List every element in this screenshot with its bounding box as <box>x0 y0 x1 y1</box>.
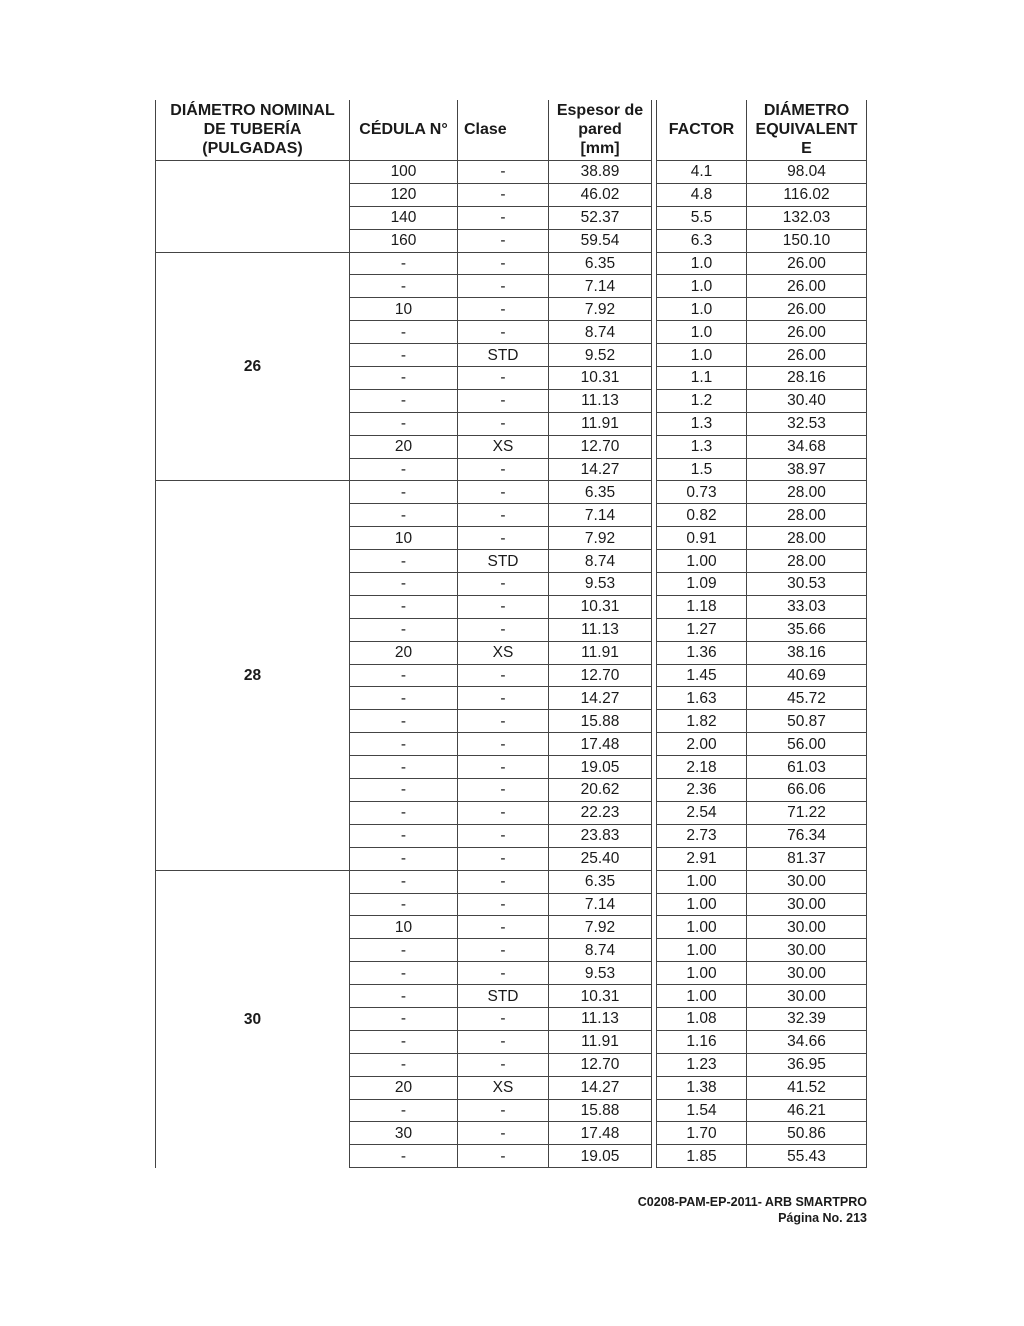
class-cell: - <box>458 458 549 481</box>
table-body <box>156 161 867 1168</box>
schedule-cell: - <box>350 664 458 687</box>
table-row <box>156 481 867 504</box>
schedule-cell: - <box>350 710 458 733</box>
header-nominal-line-2: DE TUBERÍA <box>203 121 302 138</box>
thickness-cell: 9.53 <box>549 573 652 596</box>
document-code: C0208-PAM-EP-2011- ARB SMARTPRO <box>637 1195 867 1209</box>
factor-cell: 1.2 <box>657 389 747 412</box>
equivalent-diameter-cell: 28.00 <box>747 481 867 504</box>
thickness-cell: 7.92 <box>549 527 652 550</box>
schedule-cell: - <box>350 481 458 504</box>
thickness-cell: 6.35 <box>549 481 652 504</box>
schedule-cell: - <box>350 595 458 618</box>
equivalent-diameter-cell: 34.66 <box>747 1030 867 1053</box>
class-cell: - <box>458 939 549 962</box>
class-cell: STD <box>458 985 549 1008</box>
class-cell: - <box>458 275 549 298</box>
schedule-cell: - <box>350 1145 458 1168</box>
factor-cell: 1.45 <box>657 664 747 687</box>
factor-cell: 1.0 <box>657 275 747 298</box>
class-cell: - <box>458 1122 549 1145</box>
class-cell: - <box>458 1053 549 1076</box>
schedule-cell: - <box>350 847 458 870</box>
thickness-cell: 7.92 <box>549 298 652 321</box>
equivalent-diameter-cell: 41.52 <box>747 1076 867 1099</box>
thickness-cell: 11.13 <box>549 618 652 641</box>
thickness-cell: 15.88 <box>549 1099 652 1122</box>
header-equivalent-line-3: E <box>801 140 812 157</box>
factor-cell: 2.18 <box>657 756 747 779</box>
thickness-cell: 8.74 <box>549 939 652 962</box>
factor-cell: 0.91 <box>657 527 747 550</box>
thickness-cell: 46.02 <box>549 183 652 206</box>
factor-cell: 1.00 <box>657 962 747 985</box>
schedule-cell: 140 <box>350 206 458 229</box>
class-cell: - <box>458 412 549 435</box>
header-nominal-line-1: DIÁMETRO NOMINAL <box>170 102 335 119</box>
thickness-cell: 14.27 <box>549 458 652 481</box>
thickness-cell: 10.31 <box>549 985 652 1008</box>
class-cell: - <box>458 161 549 184</box>
class-cell: - <box>458 367 549 390</box>
factor-cell: 1.3 <box>657 412 747 435</box>
header-factor: FACTOR <box>657 100 747 161</box>
schedule-cell: - <box>350 573 458 596</box>
header-equivalent-line-1: DIÁMETRO <box>763 102 850 119</box>
schedule-cell: - <box>350 756 458 779</box>
class-cell: - <box>458 389 549 412</box>
class-cell: - <box>458 893 549 916</box>
equivalent-diameter-cell: 28.00 <box>747 550 867 573</box>
schedule-cell: - <box>350 389 458 412</box>
thickness-cell: 9.52 <box>549 344 652 367</box>
class-cell: - <box>458 573 549 596</box>
factor-cell: 1.82 <box>657 710 747 733</box>
thickness-cell: 11.91 <box>549 412 652 435</box>
factor-cell: 2.73 <box>657 824 747 847</box>
schedule-cell: - <box>350 962 458 985</box>
nominal-diameter-cell <box>156 161 350 253</box>
factor-cell: 1.36 <box>657 641 747 664</box>
schedule-cell: - <box>350 985 458 1008</box>
class-cell: - <box>458 252 549 275</box>
schedule-cell: - <box>350 252 458 275</box>
schedule-cell: - <box>350 939 458 962</box>
equivalent-diameter-cell: 56.00 <box>747 733 867 756</box>
schedule-cell: - <box>350 458 458 481</box>
thickness-cell: 7.14 <box>549 275 652 298</box>
thickness-cell: 7.92 <box>549 916 652 939</box>
schedule-cell: 30 <box>350 1122 458 1145</box>
header-equivalent-line-2: EQUIVALENT <box>755 121 858 138</box>
class-cell: - <box>458 298 549 321</box>
table-row <box>156 161 867 184</box>
schedule-cell: 20 <box>350 1076 458 1099</box>
factor-cell: 1.1 <box>657 367 747 390</box>
equivalent-diameter-cell: 46.21 <box>747 1099 867 1122</box>
class-cell: - <box>458 618 549 641</box>
equivalent-diameter-cell: 35.66 <box>747 618 867 641</box>
equivalent-diameter-cell: 32.53 <box>747 412 867 435</box>
factor-cell: 1.00 <box>657 916 747 939</box>
header-equivalent-diameter <box>747 100 867 161</box>
schedule-cell: 20 <box>350 641 458 664</box>
equivalent-diameter-cell: 33.03 <box>747 595 867 618</box>
equivalent-diameter-cell: 132.03 <box>747 206 867 229</box>
schedule-cell: 10 <box>350 527 458 550</box>
header-schedule: CÉDULA N° <box>350 100 458 161</box>
class-cell: - <box>458 962 549 985</box>
class-cell: - <box>458 183 549 206</box>
class-cell: - <box>458 870 549 893</box>
factor-cell: 1.0 <box>657 321 747 344</box>
header-row <box>156 100 867 161</box>
header-thickness-line-1: Espesor de <box>556 102 644 119</box>
factor-cell: 0.82 <box>657 504 747 527</box>
schedule-cell: - <box>350 618 458 641</box>
thickness-cell: 8.74 <box>549 321 652 344</box>
equivalent-diameter-cell: 30.00 <box>747 893 867 916</box>
equivalent-diameter-cell: 30.00 <box>747 870 867 893</box>
factor-cell: 2.91 <box>657 847 747 870</box>
equivalent-diameter-cell: 38.16 <box>747 641 867 664</box>
thickness-cell: 14.27 <box>549 687 652 710</box>
factor-cell: 1.0 <box>657 344 747 367</box>
equivalent-diameter-cell: 28.16 <box>747 367 867 390</box>
header-class: Clase <box>458 100 549 161</box>
equivalent-diameter-cell: 26.00 <box>747 252 867 275</box>
pipe-schedule-table <box>155 100 867 1168</box>
factor-cell: 1.27 <box>657 618 747 641</box>
factor-cell: 0.73 <box>657 481 747 504</box>
schedule-cell: - <box>350 1007 458 1030</box>
factor-cell: 1.54 <box>657 1099 747 1122</box>
factor-cell: 1.09 <box>657 573 747 596</box>
equivalent-diameter-cell: 66.06 <box>747 779 867 802</box>
equivalent-diameter-cell: 38.97 <box>747 458 867 481</box>
class-cell: - <box>458 504 549 527</box>
schedule-cell: - <box>350 1099 458 1122</box>
thickness-cell: 12.70 <box>549 435 652 458</box>
thickness-cell: 19.05 <box>549 1145 652 1168</box>
thickness-cell: 20.62 <box>549 779 652 802</box>
class-cell: XS <box>458 1076 549 1099</box>
factor-cell: 1.00 <box>657 550 747 573</box>
class-cell: - <box>458 801 549 824</box>
equivalent-diameter-cell: 30.40 <box>747 389 867 412</box>
class-cell: - <box>458 710 549 733</box>
thickness-cell: 7.14 <box>549 504 652 527</box>
equivalent-diameter-cell: 45.72 <box>747 687 867 710</box>
class-cell: - <box>458 1145 549 1168</box>
factor-cell: 1.00 <box>657 893 747 916</box>
thickness-cell: 11.13 <box>549 389 652 412</box>
class-cell: - <box>458 1007 549 1030</box>
class-cell: - <box>458 1030 549 1053</box>
equivalent-diameter-cell: 50.87 <box>747 710 867 733</box>
class-cell: - <box>458 756 549 779</box>
schedule-cell: - <box>350 893 458 916</box>
schedule-cell: - <box>350 870 458 893</box>
equivalent-diameter-cell: 32.39 <box>747 1007 867 1030</box>
schedule-cell: - <box>350 1053 458 1076</box>
schedule-cell: 120 <box>350 183 458 206</box>
header-nominal-line-3: (PULGADAS) <box>202 140 303 157</box>
equivalent-diameter-cell: 30.00 <box>747 939 867 962</box>
page-footer <box>638 1194 867 1226</box>
equivalent-diameter-cell: 26.00 <box>747 344 867 367</box>
schedule-cell: 100 <box>350 161 458 184</box>
schedule-cell: - <box>350 550 458 573</box>
schedule-cell: 160 <box>350 229 458 252</box>
equivalent-diameter-cell: 71.22 <box>747 801 867 824</box>
schedule-cell: - <box>350 275 458 298</box>
equivalent-diameter-cell: 30.00 <box>747 962 867 985</box>
factor-cell: 2.54 <box>657 801 747 824</box>
thickness-cell: 38.89 <box>549 161 652 184</box>
equivalent-diameter-cell: 26.00 <box>747 275 867 298</box>
equivalent-diameter-cell: 28.00 <box>747 504 867 527</box>
thickness-cell: 59.54 <box>549 229 652 252</box>
class-cell: - <box>458 595 549 618</box>
class-cell: XS <box>458 641 549 664</box>
class-cell: STD <box>458 344 549 367</box>
class-cell: - <box>458 1099 549 1122</box>
factor-cell: 1.00 <box>657 985 747 1008</box>
class-cell: - <box>458 687 549 710</box>
thickness-cell: 7.14 <box>549 893 652 916</box>
equivalent-diameter-cell: 76.34 <box>747 824 867 847</box>
schedule-cell: 20 <box>350 435 458 458</box>
header-wall-thickness <box>549 100 652 161</box>
factor-cell: 6.3 <box>657 229 747 252</box>
equivalent-diameter-cell: 36.95 <box>747 1053 867 1076</box>
schedule-cell: - <box>350 733 458 756</box>
table-row <box>156 870 867 893</box>
thickness-cell: 23.83 <box>549 824 652 847</box>
header-thickness-line-2: pared <box>578 121 622 138</box>
thickness-cell: 19.05 <box>549 756 652 779</box>
equivalent-diameter-cell: 61.03 <box>747 756 867 779</box>
factor-cell: 5.5 <box>657 206 747 229</box>
nominal-diameter-cell: 26 <box>156 252 350 481</box>
class-cell: - <box>458 527 549 550</box>
factor-cell: 1.18 <box>657 595 747 618</box>
schedule-cell: 10 <box>350 298 458 321</box>
thickness-cell: 17.48 <box>549 733 652 756</box>
schedule-cell: - <box>350 687 458 710</box>
page-number: Página No. 213 <box>778 1211 867 1225</box>
thickness-cell: 52.37 <box>549 206 652 229</box>
thickness-cell: 22.23 <box>549 801 652 824</box>
equivalent-diameter-cell: 50.86 <box>747 1122 867 1145</box>
thickness-cell: 11.91 <box>549 641 652 664</box>
schedule-cell: - <box>350 1030 458 1053</box>
equivalent-diameter-cell: 26.00 <box>747 298 867 321</box>
factor-cell: 1.0 <box>657 298 747 321</box>
factor-cell: 1.3 <box>657 435 747 458</box>
header-nominal-diameter <box>156 100 350 161</box>
factor-cell: 1.0 <box>657 252 747 275</box>
thickness-cell: 8.74 <box>549 550 652 573</box>
factor-cell: 2.36 <box>657 779 747 802</box>
thickness-cell: 12.70 <box>549 1053 652 1076</box>
thickness-cell: 10.31 <box>549 367 652 390</box>
factor-cell: 1.70 <box>657 1122 747 1145</box>
equivalent-diameter-cell: 26.00 <box>747 321 867 344</box>
class-cell: - <box>458 733 549 756</box>
schedule-cell: - <box>350 412 458 435</box>
schedule-cell: 10 <box>350 916 458 939</box>
thickness-cell: 11.91 <box>549 1030 652 1053</box>
factor-cell: 2.00 <box>657 733 747 756</box>
thickness-cell: 10.31 <box>549 595 652 618</box>
thickness-cell: 17.48 <box>549 1122 652 1145</box>
equivalent-diameter-cell: 30.00 <box>747 916 867 939</box>
equivalent-diameter-cell: 55.43 <box>747 1145 867 1168</box>
thickness-cell: 15.88 <box>549 710 652 733</box>
class-cell: - <box>458 321 549 344</box>
thickness-cell: 6.35 <box>549 870 652 893</box>
equivalent-diameter-cell: 34.68 <box>747 435 867 458</box>
equivalent-diameter-cell: 81.37 <box>747 847 867 870</box>
header-thickness-line-3: [mm] <box>580 140 620 157</box>
factor-cell: 1.23 <box>657 1053 747 1076</box>
equivalent-diameter-cell: 98.04 <box>747 161 867 184</box>
factor-cell: 4.1 <box>657 161 747 184</box>
nominal-diameter-cell: 28 <box>156 481 350 870</box>
schedule-cell: - <box>350 344 458 367</box>
class-cell: - <box>458 481 549 504</box>
schedule-cell: - <box>350 504 458 527</box>
factor-cell: 1.5 <box>657 458 747 481</box>
thickness-cell: 6.35 <box>549 252 652 275</box>
class-cell: - <box>458 916 549 939</box>
factor-cell: 1.16 <box>657 1030 747 1053</box>
schedule-cell: - <box>350 801 458 824</box>
class-cell: - <box>458 779 549 802</box>
class-cell: - <box>458 664 549 687</box>
factor-cell: 1.00 <box>657 939 747 962</box>
schedule-cell: - <box>350 824 458 847</box>
class-cell: - <box>458 229 549 252</box>
class-cell: XS <box>458 435 549 458</box>
equivalent-diameter-cell: 150.10 <box>747 229 867 252</box>
factor-cell: 1.08 <box>657 1007 747 1030</box>
table-row <box>156 252 867 275</box>
equivalent-diameter-cell: 40.69 <box>747 664 867 687</box>
equivalent-diameter-cell: 30.00 <box>747 985 867 1008</box>
equivalent-diameter-cell: 28.00 <box>747 527 867 550</box>
class-cell: - <box>458 824 549 847</box>
nominal-diameter-cell: 30 <box>156 870 350 1168</box>
class-cell: - <box>458 206 549 229</box>
equivalent-diameter-cell: 30.53 <box>747 573 867 596</box>
thickness-cell: 12.70 <box>549 664 652 687</box>
thickness-cell: 25.40 <box>549 847 652 870</box>
thickness-cell: 14.27 <box>549 1076 652 1099</box>
factor-cell: 1.85 <box>657 1145 747 1168</box>
thickness-cell: 11.13 <box>549 1007 652 1030</box>
schedule-cell: - <box>350 321 458 344</box>
class-cell: STD <box>458 550 549 573</box>
schedule-cell: - <box>350 779 458 802</box>
factor-cell: 1.38 <box>657 1076 747 1099</box>
schedule-cell: - <box>350 367 458 390</box>
class-cell: - <box>458 847 549 870</box>
factor-cell: 4.8 <box>657 183 747 206</box>
thickness-cell: 9.53 <box>549 962 652 985</box>
factor-cell: 1.63 <box>657 687 747 710</box>
factor-cell: 1.00 <box>657 870 747 893</box>
equivalent-diameter-cell: 116.02 <box>747 183 867 206</box>
